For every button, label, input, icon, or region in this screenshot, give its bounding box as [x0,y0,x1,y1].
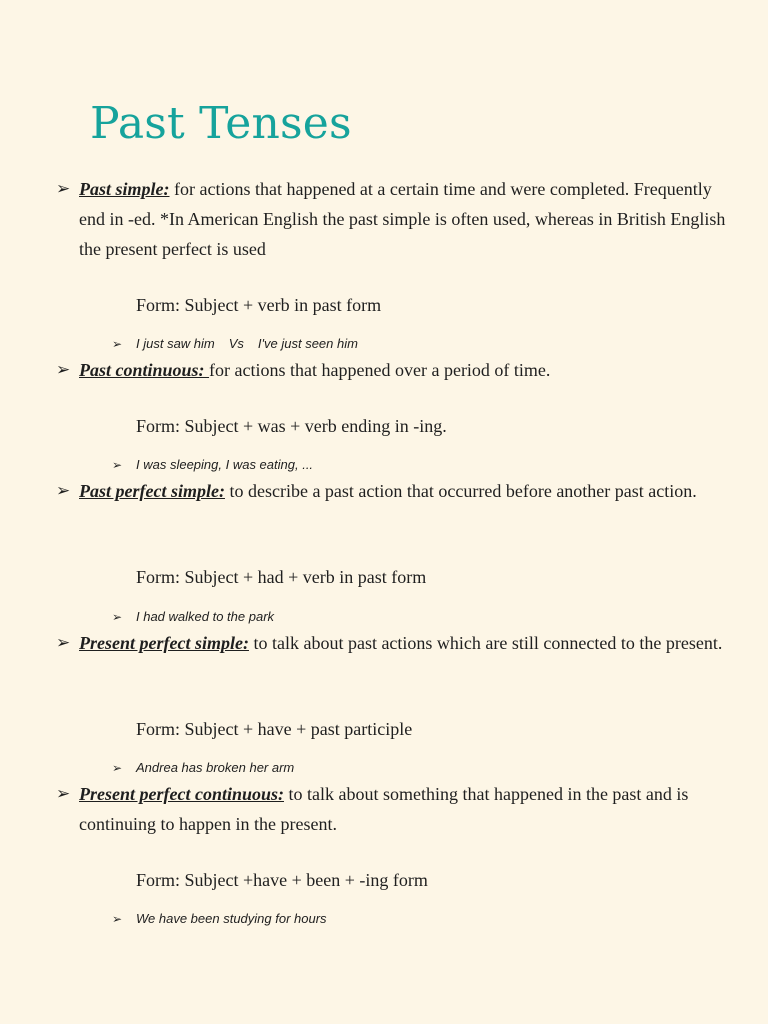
example-text: I had walked to the park [136,609,275,624]
tense-example [112,759,294,777]
tense-past-continuous [56,355,742,385]
tense-form: Form: Subject + verb in past form [136,295,382,315]
tense-form: Form: Subject + had + verb in past form [136,567,427,587]
tense-example [112,910,327,928]
bullet-arrow-icon: ➢ [56,784,71,804]
sub-bullet-arrow-icon: ➢ [112,610,123,624]
tense-past-simple [56,174,742,264]
tense-term: Past continuous: [79,360,210,380]
tense-form: Form: Subject + was + verb ending in -ing. [136,416,447,436]
tense-description: to talk about past actions which are still connected to the present. [248,633,723,653]
tense-definition [79,174,742,264]
tense-term: Past perfect simple: [79,481,225,501]
sub-bullet-arrow-icon: ➢ [112,912,123,926]
tense-present-perfect-continuous [56,779,742,839]
tense-example [112,608,274,626]
bullet-arrow-icon: ➢ [56,633,71,653]
sub-bullet-arrow-icon: ➢ [112,337,123,351]
tense-description: to describe a past action that occurred before another past action. [224,481,697,501]
tense-definition [79,779,742,839]
tense-form: Form: Subject + have + past participle [136,719,413,739]
tense-example [112,456,313,474]
tense-form: Form: Subject +have + been + -ing form [136,870,428,890]
tense-past-perfect-simple [56,476,742,506]
example-contrast: I've just seen him [257,336,358,351]
example-text: We have been studying for hours [136,911,327,926]
tense-definition [79,355,742,385]
tense-present-perfect-simple [56,628,742,658]
tense-term: Present perfect continuous: [79,784,284,804]
tense-term: Past simple: [79,179,170,199]
page-title: Past Tenses [90,98,352,149]
sub-bullet-arrow-icon: ➢ [112,761,123,775]
tense-term: Present perfect simple: [79,633,249,653]
tense-description: for actions that happened over a period of time. [209,360,551,380]
example-text: I just saw him [136,336,215,351]
tense-description: for actions that happened at a certain time and were completed. Frequently end in -ed. *In American English the past simple is often used, whereas in British English the present perfect is used [79,179,726,259]
tense-definition [79,476,742,506]
tense-example [112,335,358,353]
bullet-arrow-icon: ➢ [56,179,71,199]
example-vs: Vs [228,336,244,351]
tense-definition [79,628,742,658]
example-text: Andrea has broken her arm [136,760,295,775]
sub-bullet-arrow-icon: ➢ [112,458,123,472]
bullet-arrow-icon: ➢ [56,481,71,501]
example-text: I was sleeping, I was eating, ... [136,457,314,472]
bullet-arrow-icon: ➢ [56,360,71,380]
tense-description: to talk about something that happened in the past and is continuing to happen in the present. [79,784,689,834]
